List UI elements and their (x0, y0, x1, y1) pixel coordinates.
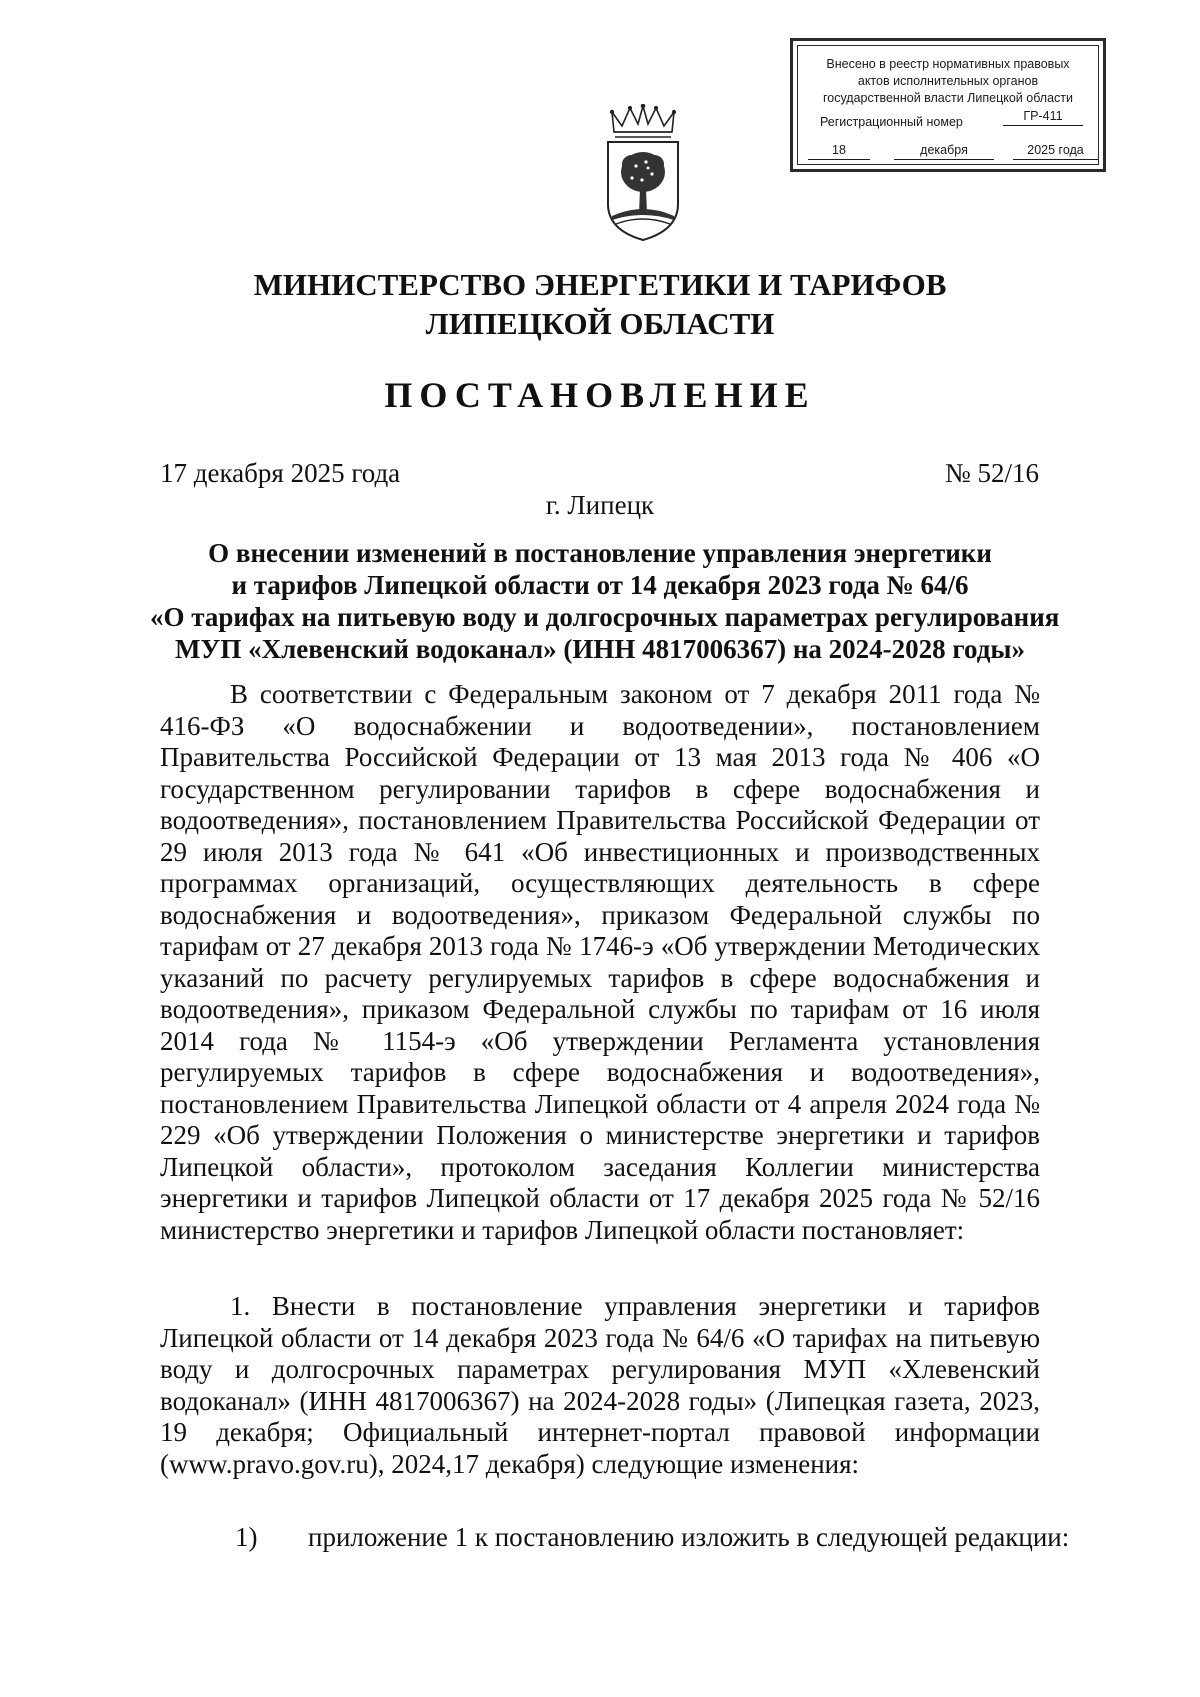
document-title (150, 537, 1060, 665)
registry-stamp-inner (797, 45, 1099, 165)
title-line-3: «О тарифах на питьевую воду и долгосрочных параметрах регулирования (150, 602, 1060, 632)
document-city: г. Липецк (545, 490, 655, 520)
stamp-reg-label: Регистрационный номер (820, 115, 963, 129)
stamp-year: 2025 года (1013, 142, 1098, 160)
ministry-name-line-1: МИНИСТЕРСТВО ЭНЕРГЕТИКИ И ТАРИФОВ (253, 267, 947, 302)
title-line-1: О внесении изменений в постановление управления энергетики (208, 538, 992, 568)
point-1-paragraph: 1. Внести в постановление управления энергетики и тарифов Липецкой области от 14 декабря 2023 года № 64/6 «О тарифах на питьевую воду и долгосрочных параметрах регулирования МУП «Хлевенский водоканал» (ИНН 4817006367) на 2024-2028 годы» (Липецкая газета, 2023, 19 декабря; Официальный интернет-портал правовой информации (www.pravo.gov.ru), 2024,17 декабря) следующие изменения: (160, 1291, 1040, 1479)
subitem-number: 1) (235, 1522, 258, 1552)
ministry-name-line-2: ЛИПЕЦКОЙ ОБЛАСТИ (425, 306, 775, 341)
stamp-month: декабря (894, 142, 994, 160)
stamp-reg-number: ГР-411 (1003, 108, 1083, 126)
coat-of-arms-icon (602, 104, 684, 244)
subitem-text: приложение 1 к постановлению изложить в следующей редакции: (308, 1522, 1070, 1552)
document-type: ПОСТАНОВЛЕНИЕ (384, 375, 816, 415)
document-number: № 52/16 (945, 458, 1040, 488)
stamp-line-2: актов исполнительных органов (857, 74, 1039, 88)
preamble-paragraph: В соответствии с Федеральным законом от 7 декабря 2011 года № 416-ФЗ «О водоснабжении и водоотведении», постановлением Правительства Российской Федерации от 13 мая 2013 года № 406 «О государственном регулировании тарифов в сфере водоснабжения и водоотведения», постановлением Правительства Российской Федерации от 29 июля 2013 года № 641 «Об инвестиционных и производственных программах организаций, осуществляющих деятельность в сфере водоснабжения и водоотведения», приказом Федеральной службы по тарифам от 27 декабря 2013 года № 1746-э «Об утверждении Методических указаний по расчету регулируемых тарифов в сфере водоснабжения и водоотведения», приказом Федеральной службы по тарифам от 16 июля 2014 года № 1154-э «Об утверждении Регламента установления регулируемых тарифов в сфере водоснабжения и водоотведения», постановлением Правительства Липецкой области от 4 апреля 2024 года № 229 «Об утверждении Положения о министерстве энергетики и тарифов Липецкой области», протоколом заседания Коллегии министерства энергетики и тарифов Липецкой области от 17 декабря 2025 года № 52/16 министерство энергетики и тарифов Липецкой области постановляет: (160, 679, 1040, 1245)
document-date: 17 декабря 2025 года (160, 458, 401, 488)
stamp-line-1: Внесено в реестр нормативных правовых (826, 57, 1070, 71)
title-line-4: МУП «Хлевенский водоканал» (ИНН 4817006367) на 2024-2028 годы» (175, 634, 1025, 664)
stamp-line-3: государственной власти Липецкой области (822, 91, 1074, 105)
title-line-2: и тарифов Липецкой области от 14 декабря 2023 года № 64/6 (231, 570, 969, 600)
stamp-day: 18 (808, 142, 870, 160)
registry-stamp (790, 38, 1106, 172)
